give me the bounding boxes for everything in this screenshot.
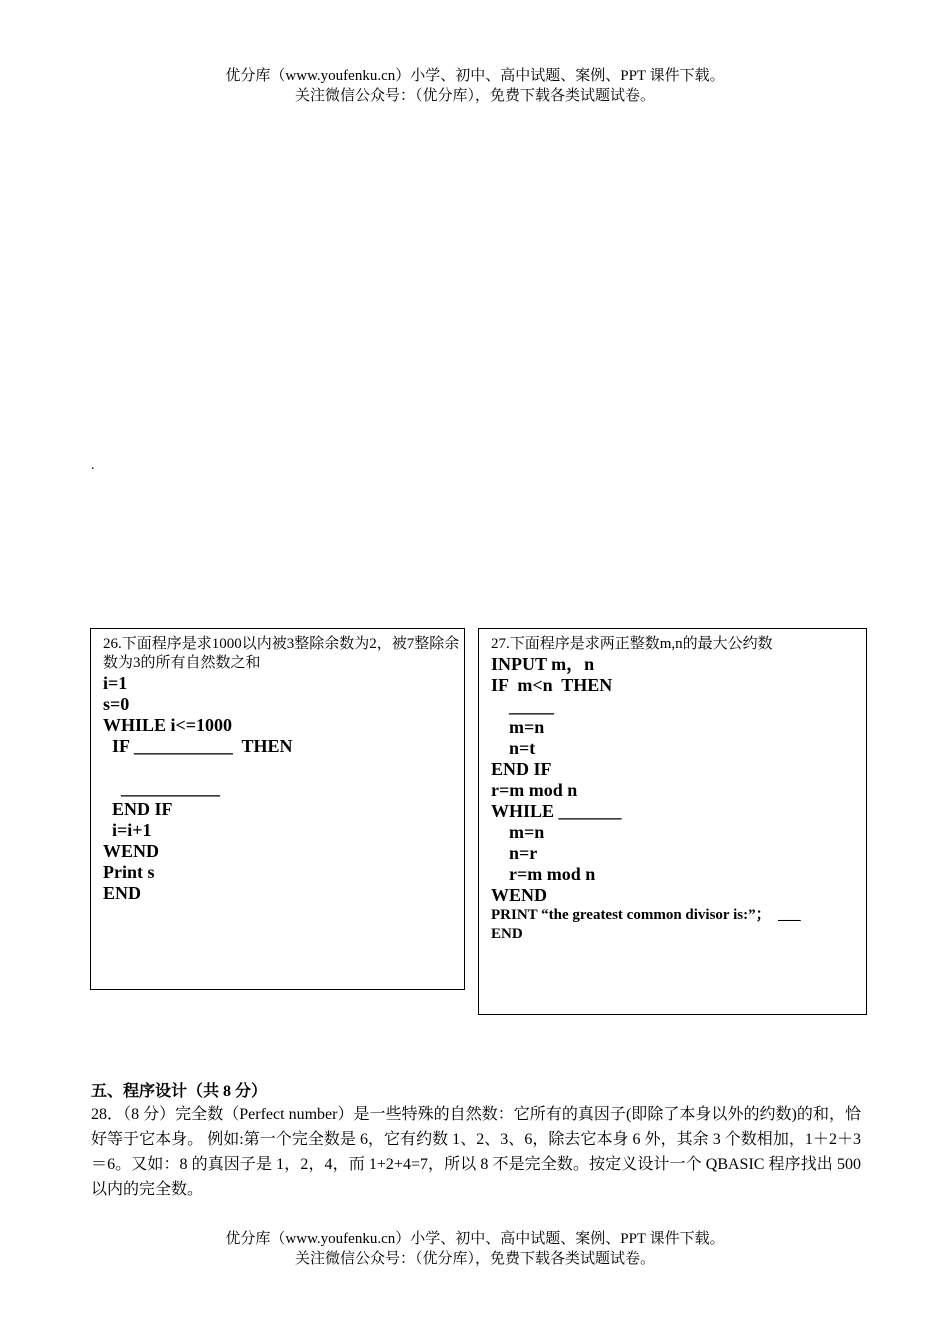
page-header [0,66,950,106]
code-line: WHILE i<=1000 [103,715,233,735]
footer-line-1: 优分库（www.youfenku.cn）小学、初中、高中试题、案例、PPT 课件下载。 [225,1231,725,1247]
code-line: END [103,883,142,903]
stray-dot: . [91,458,95,473]
question-27-text: 27.下面程序是求两正整数m,n的最大公约数 [491,636,773,652]
question-27-print-code [491,906,866,944]
code-line: END [491,926,523,942]
page-footer [0,1229,950,1269]
code-line: r=m mod n [491,780,578,800]
code-line: n=r [491,843,538,863]
question-27-code [491,654,866,906]
header-line-2: 关注微信公众号：（优分库），免费下载各类试题试卷。 [294,88,655,104]
code-line: IF ___________ THEN [103,736,293,756]
code-line: n=t [491,738,536,758]
question-26-text: 26.下面程序是求1000以内被3整除余数为2，被7整除余数为3的所有自然数之和 [103,636,460,671]
footer-line-2: 关注微信公众号：（优分库），免费下载各类试题试卷。 [294,1251,655,1267]
code-line: END IF [491,759,552,779]
question-26-code [103,673,464,904]
question-26-box [90,628,465,990]
code-line: i=1 [103,673,128,693]
section-5-title: 五、程序设计（共 8 分） [91,1083,268,1100]
code-line: IF m<n THEN [491,675,613,695]
code-line: m=n [491,717,545,737]
code-line: s=0 [103,694,130,714]
code-line: m=n [491,822,545,842]
question-27-box [478,628,867,1015]
code-line: i=i+1 [103,820,152,840]
question-28-text: 28．（8 分）完全数（Perfect number）是一些特殊的自然数：它所有的真因子(即除了本身以外的约数)的和，恰好等于它本身。 例如:第一个完全数是 6，它有约数 1、2、3、6，除去它本身 6 外，其余 3 个数相加，1＋2＋3＝6。又如：8 的真因子是 1，2，4，而 1+2+4=7，所以 8 不是完全数。按定义设计一个 QBASIC 程序找出 500 以内的完全数。 [91,1106,861,1198]
code-line: INPUT m，n [491,654,595,674]
code-line: ___________ [103,778,220,798]
code-line: WEND [103,841,160,861]
question-28-paragraph [91,1102,861,1202]
code-line [103,757,464,778]
code-line: WHILE _______ [491,801,622,821]
code-line: Print s [103,862,155,882]
code-line: PRINT “the greatest common divisor is:”； ___ [491,907,801,923]
code-line: END IF [103,799,173,819]
code-line: WEND [491,885,548,905]
code-line: r=m mod n [491,864,596,884]
header-line-1: 优分库（www.youfenku.cn）小学、初中、高中试题、案例、PPT 课件下载。 [225,68,725,84]
code-line: _____ [491,696,554,716]
